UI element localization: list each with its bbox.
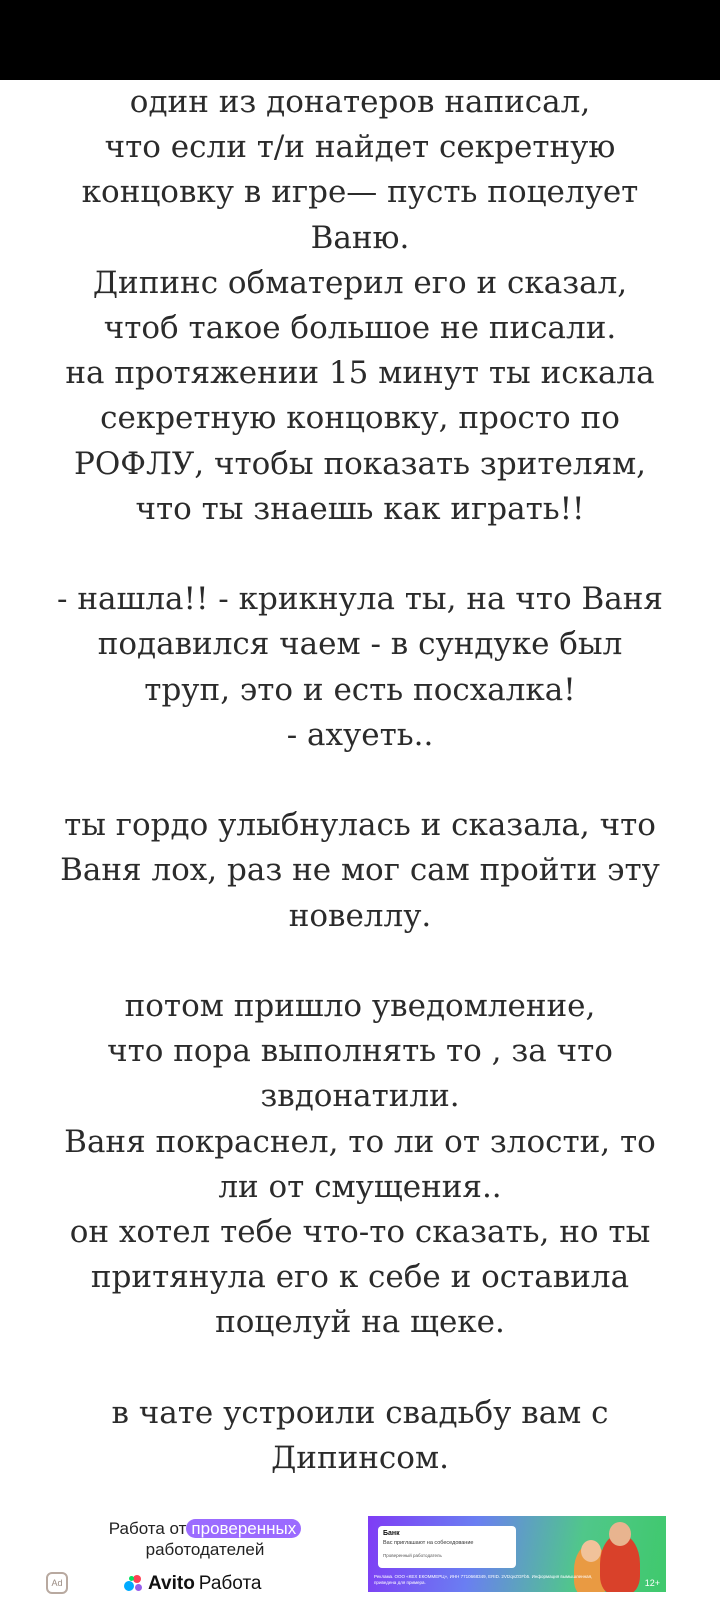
story-line: звдонатили.: [260, 1078, 460, 1115]
paragraph-gap: [40, 939, 680, 984]
paragraph-gap: [40, 758, 680, 803]
banner-woman-face: [581, 1540, 601, 1562]
story-line: труп, это и есть посхалка!: [144, 671, 576, 708]
story-line: что ты знаешь как играть!!: [135, 490, 585, 527]
ad-banner[interactable]: Банк Вас приглашают на собеседование Проверенный работодатель Реклама. ООО «КЕХ ЕКОММЕРЦ», ИНН 7710668349, ERID. 2VtzqvZGFb5. Информация вымышленная, приведена для примера. 12+: [368, 1516, 666, 1592]
banner-man-face: [609, 1522, 631, 1546]
story-line: в чате устроили свадьбу вам с: [111, 1394, 609, 1431]
story-line: подавился чаем - в сундуке был: [97, 626, 623, 663]
story-line: - ахуеть..: [286, 716, 434, 753]
story-line: один из донатеров написал,: [129, 84, 591, 120]
story-line: притянула его к себе и оставила: [90, 1259, 630, 1296]
story-line: что пора выполнять то , за что: [107, 1033, 613, 1070]
story-line: - нашла!! - крикнула ты, на что Ваня: [57, 581, 663, 618]
story-text: [40, 80, 680, 1481]
story-line: потом пришло уведомление,: [124, 988, 596, 1025]
verified-badge: Проверенный работодатель: [383, 1553, 442, 1558]
paragraph-gap: [40, 532, 680, 577]
story-line: концовку в игре— пусть поцелует: [81, 174, 639, 211]
ad-headline-highlight: проверенных: [186, 1519, 301, 1538]
story-line: Ваня лох, раз не мог сам пройти эту: [60, 852, 660, 889]
story-line: ли от смущения..: [218, 1168, 502, 1205]
story-line: он хотел тебе что-то сказать, но ты: [69, 1214, 651, 1251]
story-line: что если т/и найдет секретную: [104, 129, 616, 166]
story-line: ты гордо улыбнулась и сказала, что: [64, 807, 656, 844]
story-line: Ваню.: [310, 219, 410, 256]
story-line: чтоб такое большое не писали.: [103, 310, 617, 347]
story-line: Дипинс обматерил его и сказал,: [92, 264, 628, 301]
banner-card: Банк Вас приглашают на собеседование Проверенный работодатель: [378, 1526, 516, 1568]
story-line: на протяжении 15 минут ты искала: [65, 355, 655, 392]
paragraph-gap: [40, 1346, 680, 1391]
ad-badge-icon[interactable]: Ad: [46, 1572, 68, 1594]
story-line: поцелуй на щеке.: [215, 1304, 505, 1341]
status-bar: [0, 0, 720, 80]
story-line: РОФЛУ, чтобы показать зрителям,: [73, 445, 647, 482]
story-line: секретную концовку, просто по: [100, 400, 620, 437]
ad-headline: Работа от проверенных работодателей: [90, 1518, 320, 1560]
story-line: Дипинсом.: [271, 1440, 449, 1477]
avito-dots-icon: [124, 1575, 144, 1593]
story-line: Ваня покраснел, то ли от злости, то: [64, 1123, 656, 1160]
story-line: новеллу.: [288, 897, 432, 934]
avito-logo[interactable]: Avito Работа: [124, 1573, 262, 1595]
